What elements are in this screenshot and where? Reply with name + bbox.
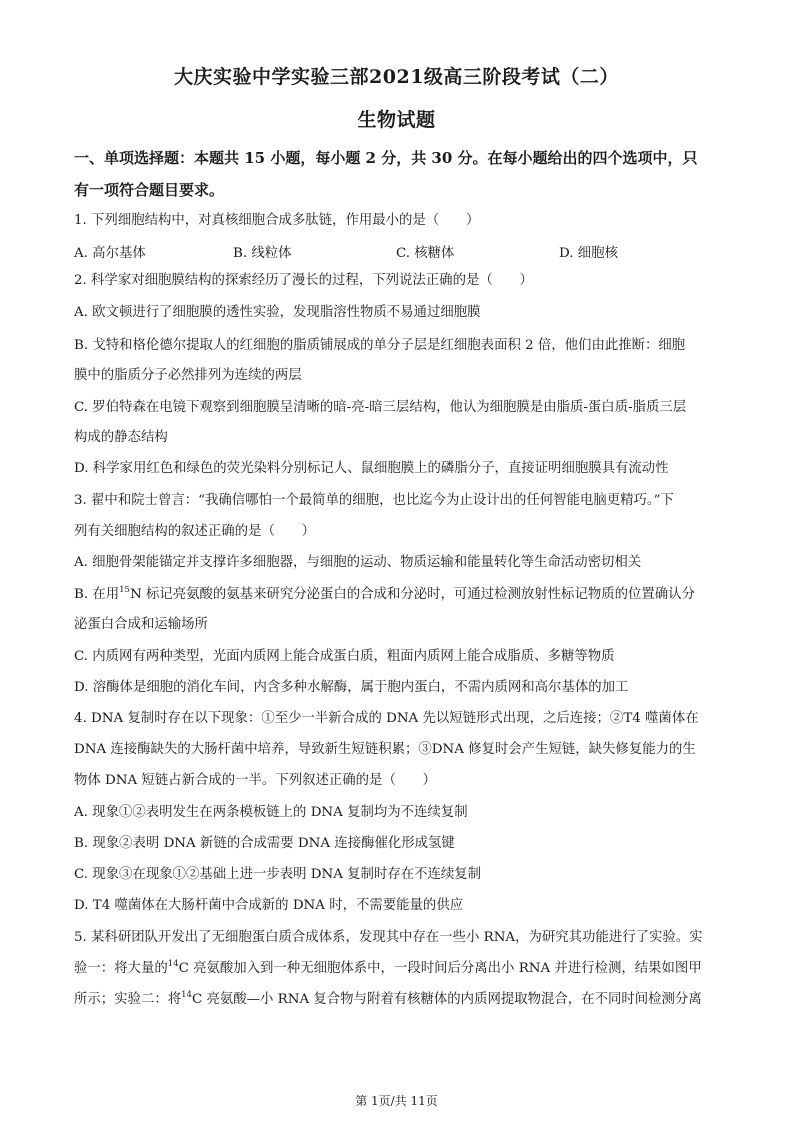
isotope-mass-14b: 14	[181, 990, 192, 1000]
isotope-mass-15: 15	[119, 585, 130, 595]
question-4-stem-cont-1: DNA 连接酶缺失的大肠杆菌中培养，导致新生短链积累；③DNA 修复时会产生短链，缺失修复能力的生	[74, 742, 696, 757]
question-3-stem: 3. 翟中和院士曾言：“我确信哪怕一个最简单的细胞，也比迄今为止设计出的任何智能电脑更精巧。”下	[74, 493, 674, 508]
subject-title: 生物试题	[357, 109, 436, 131]
section-heading-cont: 有一项符合题目要求。	[74, 181, 225, 199]
question-2-option-c: C. 罗伯特森在电镜下观察到细胞膜呈清晰的暗-亮-暗三层结构，他认为细胞膜是由脂质-蛋白质-脂质三层	[74, 400, 687, 415]
q5-l3-prefix: 所示；实验二：将	[74, 992, 182, 1007]
question-4-stem: 4. DNA 复制时存在以下现象：①至少一半新合成的 DNA 先以短链形式出现，之后连接；②T4 噬菌体在	[74, 711, 699, 726]
question-1-option-b: B. 线粒体	[233, 246, 292, 261]
question-2-option-a: A. 欧文顿进行了细胞膜的透性实验，发现脂溶性物质不易通过细胞膜	[74, 305, 481, 320]
question-1-option-a: A. 高尔基体	[74, 246, 146, 261]
question-2-option-b-cont: 膜中的脂质分子必然排列为连续的两层	[74, 368, 302, 383]
q5-l2-text: C 亮氨酸加入到一种无细胞体系中，一段时间后分离出小 RNA 并进行检测，结果如图甲	[178, 961, 702, 976]
question-4-stem-cont-2: 物体 DNA 短链占新合成的一半。下列叙述正确的是（ ）	[74, 773, 437, 788]
question-2-option-b: B. 戈特和格伦德尔提取人的红细胞的脂质铺展成的单分子层是红细胞表面积 2 倍，他们由此推断：细胞	[74, 338, 686, 353]
question-3-option-d: D. 溶酶体是细胞的消化车间，内含多种水解酶，属于胞内蛋白，不需内质网和高尔基体的加工	[74, 680, 629, 695]
question-1-stem: 1. 下列细胞结构中，对真核细胞合成多肽链，作用最小的是（ ）	[74, 213, 480, 228]
isotope-mass-14: 14	[167, 959, 179, 969]
question-1-option-d: D. 细胞核	[559, 246, 618, 261]
question-2-stem: 2. 科学家对细胞膜结构的探索经历了漫长的过程，下列说法正确的是（ ）	[74, 273, 533, 288]
question-2-option-d: D. 科学家用红色和绿色的荧光染料分别标记人、鼠细胞膜上的磷脂分子，直接证明细胞膜具有流动性	[74, 461, 669, 476]
question-3-option-b-cont: 泌蛋白合成和运输场所	[74, 617, 208, 632]
question-4-option-c: C. 现象③在现象①②基础上进一步表明 DNA 复制时存在不连续复制	[74, 867, 482, 882]
q3b-prefix: B. 在用	[74, 587, 120, 602]
q3b-text: N 标记亮氨酸的氨基来研究分泌蛋白的合成和分泌时，可通过检测放射性标记物质的位置确认分	[129, 587, 695, 602]
question-3-option-c: C. 内质网有两种类型，光面内质网上能合成蛋白质，粗面内质网上能合成脂质、多糖等物质	[74, 649, 615, 664]
question-3-option-b	[74, 585, 695, 605]
question-3-option-a: A. 细胞骨架能锚定并支撑许多细胞器，与细胞的运动、物质运输和能量转化等生命活动密切相关	[74, 555, 642, 570]
exam-title: 大庆实验中学实验三部2021级高三阶段考试（二）	[174, 66, 619, 88]
section-heading: 一、单项选择题：本题共 15 小题，每小题 2 分，共 30 分。在每小题给出的四个选项中，只	[74, 149, 698, 167]
q5-l3-text: C 亮氨酸—小 RNA 复合物与附着有核糖体的内质网提取物混合，在不同时间检测分离	[191, 992, 702, 1007]
question-5-stem-cont-1	[74, 959, 702, 979]
question-5-stem: 5. 某科研团队开发出了无细胞蛋白质合成体系，发现其中存在一些小 RNA，为研究其功能进行了实验。实	[74, 930, 703, 945]
question-2-option-c-cont: 构成的静态结构	[74, 430, 168, 445]
question-5-stem-cont-2	[74, 990, 702, 1010]
question-4-option-d: D. T4 噬菌体在大肠杆菌中合成新的 DNA 时，不需要能量的供应	[74, 898, 464, 913]
question-4-option-a: A. 现象①②表明发生在两条模板链上的 DNA 复制均为不连续复制	[74, 805, 468, 820]
question-4-option-b: B. 现象②表明 DNA 新链的合成需要 DNA 连接酶催化形成氢键	[74, 836, 455, 851]
q5-l2-prefix: 验一：将大量的	[74, 961, 168, 976]
question-3-stem-cont: 列有关细胞结构的叙述正确的是（ ）	[74, 524, 316, 539]
question-1-option-c: C. 核糖体	[396, 246, 455, 261]
page-number: 第 1页/共 11页	[355, 1094, 438, 1108]
